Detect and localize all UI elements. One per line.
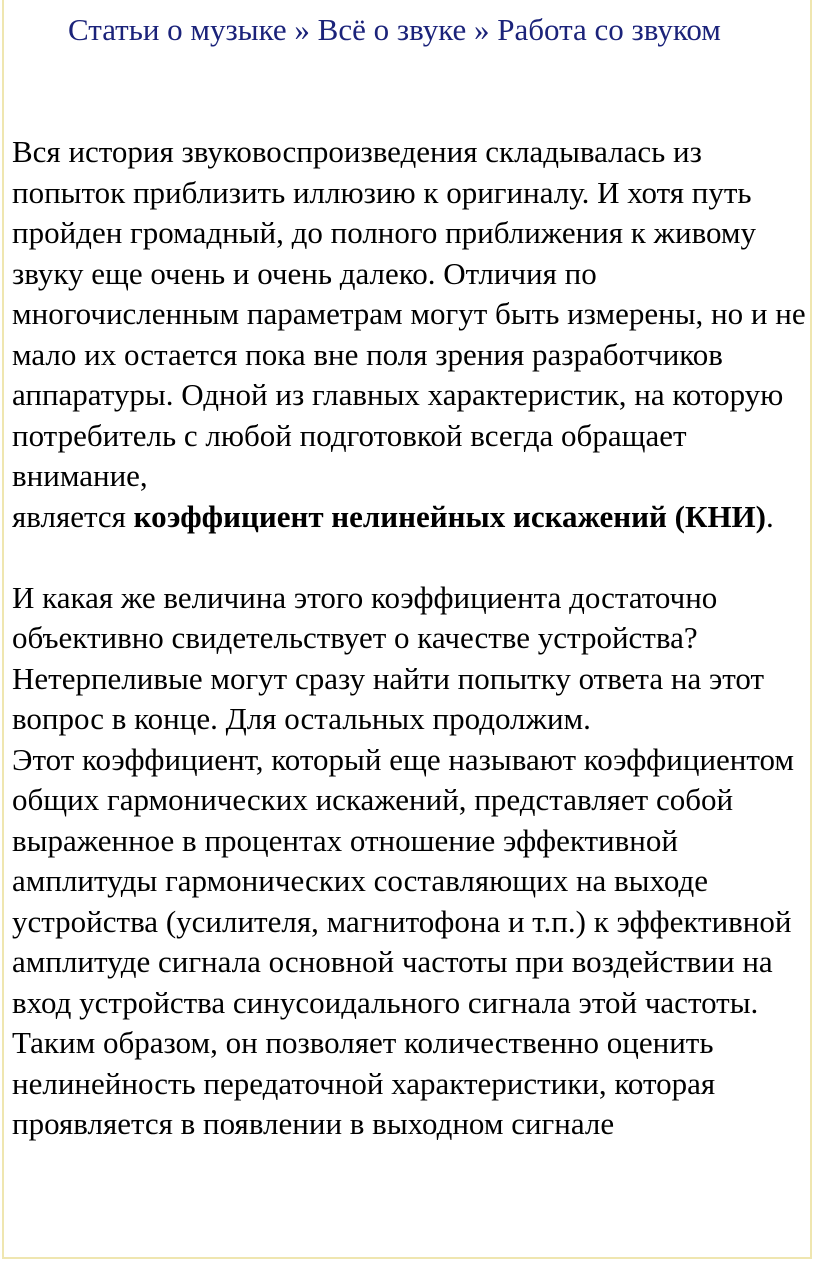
- paragraph-text: .: [766, 498, 774, 534]
- article-paragraph-1: [12, 132, 808, 537]
- breadcrumb-item-sound-work[interactable]: Работа со звуком: [497, 12, 721, 47]
- paragraph-gap: [12, 537, 808, 578]
- paragraph-text: является: [12, 498, 134, 534]
- breadcrumb-separator: »: [466, 12, 498, 47]
- document-page: [2, 0, 812, 1259]
- term-thd-bold: коэффициент нелинейных искажений (КНИ): [133, 498, 766, 534]
- paragraph-text: Вся история звуковоспроизведения складывалась из попыток приблизить иллюзию к оригиналу. И хотя путь пройден громадный, до полного приближения к живому звуку еще очень и очень далеко. Отличия по многочисленным параметрам могут быть измерены, но и не мало их остается пока вне поля зрения разработчиков аппаратуры. Одной из главных характеристик, на которую потребитель с любой подготовкой всегда обращает внимание,: [12, 134, 806, 493]
- breadcrumb-item-music-articles[interactable]: Статьи о музыке: [68, 12, 287, 47]
- breadcrumb-separator: »: [286, 12, 318, 47]
- breadcrumb: [68, 10, 721, 50]
- breadcrumb-item-about-sound[interactable]: Всё о звуке: [317, 12, 467, 47]
- article-paragraph-3: Этот коэффициент, который еще называют коэффициентом общих гармонических искажений, представляет собой выраженное в процентах отношение эффективной амплитуды гармонических составляющих на выходе устройства (усилителя, магнитофона и т.п.) к эффективной амплитуде сигнала основной частоты при воздействии на вход устройства синусоидального сигнала этой частоты. Таким образом, он позволяет количественно оценить нелинейность передаточной характеристики, которая проявляется в появлении в выходном сигнале: [12, 741, 795, 1141]
- article-body: [12, 132, 808, 1145]
- article-paragraph-2: И какая же величина этого коэффициента достаточно объективно свидетельствует о качестве устройства? Нетерпеливые могут сразу найти попытку ответа на этот вопрос в конце. Для остальных продолжим.: [12, 579, 765, 736]
